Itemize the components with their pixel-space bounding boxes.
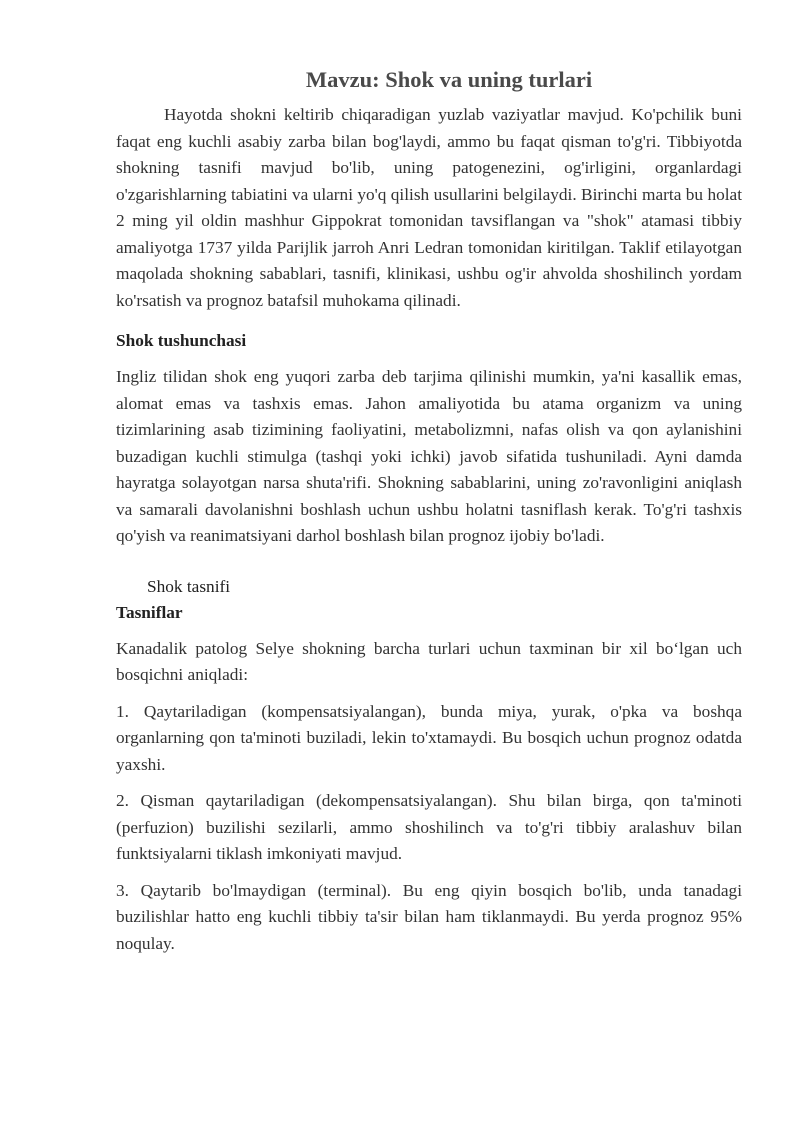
document-page <box>116 62 742 957</box>
section-paragraph-definition: Ingliz tilidan shok eng yuqori zarba deb tarjima qilinishi mumkin, ya'ni kasallik emas, alomat emas va tashxis emas. Jahon amaliyotida bu atama organizm va uning tizimlarining asab tizimining faoliyatini, metabolizmni, nafas olish va qon aylanishini buzadigan kuchli stimulga (tashqi yoki ichki) javob sifatida tushuniladi. Ayni damda hayratga solayotgan narsa shuta'rifi. Shokning sabablarini, uning zo'ravonligini aniqlash va samarali davolanishni boshlash uchun ushbu holatni tasniflash kerak. To'g'ri tashxis qo'yish va reanimatsiyani darhol boshlash bilan prognoz ijobiy bo'ladi. <box>116 367 742 545</box>
list-item-stage-3: 3. Qaytarib bo'lmaydigan (terminal). Bu eng qiyin bosqich bo'lib, unda tanadagi buzilishlar hatto eng kuchli tibbiy ta'sir bilan ham tiklanmaydi. Bu yerda prognoz 95% noqulay. <box>116 880 742 953</box>
list-item-stage-1: 1. Qaytariladigan (kompensatsiyalangan), bunda miya, yurak, o'pka va boshqa organlarning qon ta'minoti buziladi, lekin to'xtamaydi. Bu bosqich uchun prognoz odatda yaxshi. <box>116 701 742 774</box>
list-item-stage-2: 2. Qisman qaytariladigan (dekompensatsiyalangan). Shu bilan birga, qon ta'minoti (perfuzion) buzilishi sezilarli, ammo shoshilinch va to'g'ri tibbiy aralashuv bilan funktsiyalarni tiklash imkoniyati mavjud. <box>116 791 742 863</box>
section-heading-shok-tushunchasi: Shok tushunchasi <box>116 331 247 350</box>
document-title: Mavzu: Shok va uning turlari <box>305 67 593 92</box>
section-subtitle-shok-tasnifi: Shok tasnifi <box>147 576 231 596</box>
section-paragraph-classification: Kanadalik patolog Selye shokning barcha turlari uchun taxminan bir xil bo‘lgan uch bosqichni aniqladi: <box>116 638 742 684</box>
section-heading-tasniflar: Tasniflar <box>116 602 183 622</box>
intro-paragraph: Hayotda shokni keltirib chiqaradigan yuzlab vaziyatlar mavjud. Ko'pchilik buni faqat eng kuchli asabiy zarba bilan bog'laydi, ammo bu faqat qisman to'g'ri. Tibbiyotda shokning tasnifi mavjud bo'lib, uning patogenezini, og'irligini, organlardagi o'zgarishlarning tabiatini va ularni yo'q qilish usullarini belgilaydi. Birinchi marta bu holat 2 ming yil oldin mashhur Gippokrat tomonidan tavsiflangan va "shok" atamasi tibbiy amaliyotga 1737 yilda Parijlik jarroh Anri Ledran tomonidan kiritilgan. Taklif etilayotgan maqolada shokning sabablari, tasnifi, klinikasi, ushbu og'ir ahvolda shoshilinch yordam ko'rsatish va prognoz batafsil muhokama qilinadi. <box>116 105 742 310</box>
